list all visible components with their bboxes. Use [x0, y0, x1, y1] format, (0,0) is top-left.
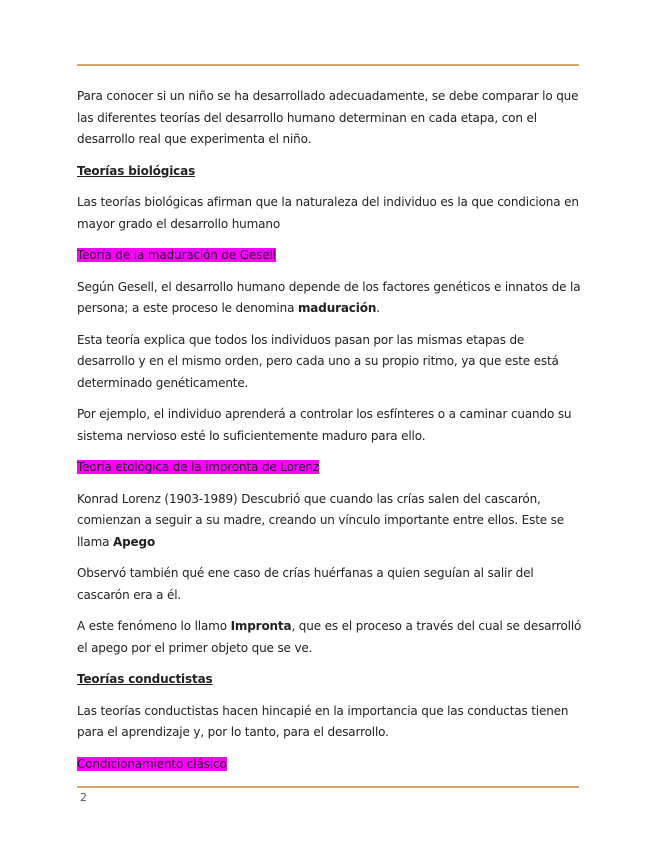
intro-paragraph: Para conocer si un niño se ha desarrollado adecuadamente, se debe comparar lo que las diferentes teorías del desarrollo humano determinan en cada etapa, con el desarrollo real que experimenta el niño. — [77, 89, 579, 146]
paragraph-impronta — [77, 616, 582, 659]
text-segment: Según Gesell, el desarrollo humano depende de los factores genéticos e innatos de la persona; a este proceso le denomina — [77, 279, 581, 315]
footer-rule — [77, 786, 579, 788]
subheading-condicionamiento — [77, 754, 582, 776]
paragraph-etapas: Esta teoría explica que todos los individuos pasan por las mismas etapas de desarrollo y en el mismo orden, pero cada uno a su propio ritmo, ya que este está determinado genéticamente. — [77, 332, 559, 390]
bold-term-apego: Apego — [112, 534, 156, 549]
bold-term-impronta: Impronta — [230, 619, 292, 633]
heading-teorias-biologicas: Teorías biológicas — [77, 163, 196, 178]
subheading-lorenz — [77, 457, 582, 479]
paragraph-ejemplo: Por ejemplo, el individuo aprenderá a controlar los esfínteres o a caminar cuando su sistema nervioso esté lo suficientemente maduro para ello. — [77, 407, 572, 443]
page-number: 2 — [80, 791, 87, 804]
subheading-gesell — [77, 245, 582, 267]
header-rule — [77, 64, 579, 66]
highlight-condicionamiento: Condicionamiento clásico — [77, 756, 227, 771]
paragraph-lorenz — [77, 489, 582, 554]
text-segment: . — [376, 301, 380, 315]
text-segment: A este fenómeno lo llamo — [77, 619, 231, 633]
highlight-lorenz: Teoría etológica de la impronta de Lorenz — [77, 460, 320, 474]
page-content — [77, 86, 582, 785]
text-segment: , que es el proceso a través del cual se desarrolló el apego por el primer objeto que se ve. — [77, 619, 582, 655]
bold-term-maduracion: maduración — [297, 301, 377, 315]
highlight-gesell: Teoría de la maduración de Gesell — [77, 248, 276, 262]
text-segment: Konrad Lorenz (1903-1989) Descubrió que cuando las crías salen del cascarón, comienzan a seguir a su madre, creando un vínculo importante entre ellos. Este se llama — [77, 491, 564, 549]
paragraph-huerfanas: Observó también qué ene caso de crías huérfanas a quien seguían al salir del cascarón era a él. — [77, 566, 534, 602]
paragraph-biologicas: Las teorías biológicas afirman que la naturaleza del individuo es la que condiciona en mayor grado el desarrollo humano — [77, 195, 579, 231]
paragraph-conductistas: Las teorías conductistas hacen hincapié en la importancia que las conductas tienen para el aprendizaje y, por lo tanto, para el desarrollo. — [77, 703, 569, 739]
paragraph-gesell — [77, 277, 582, 320]
heading-teorias-conductistas: Teorías conductistas — [77, 672, 213, 686]
